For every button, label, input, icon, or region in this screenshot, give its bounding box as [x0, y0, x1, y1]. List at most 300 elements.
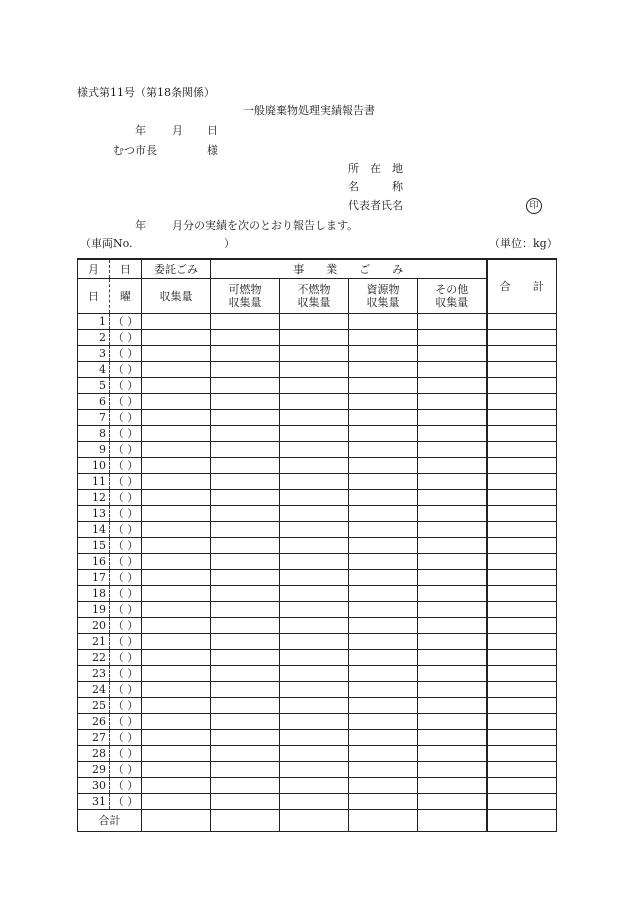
entry-cell[interactable] [418, 602, 487, 618]
entry-cell[interactable] [142, 618, 211, 634]
table-row [78, 458, 557, 474]
day-number: 15 [78, 538, 110, 554]
day-number: 18 [78, 586, 110, 602]
entry-cell[interactable] [418, 474, 487, 490]
entry-cell[interactable] [349, 490, 418, 506]
weekday-cell: （ ） [110, 666, 142, 682]
entry-cell[interactable] [280, 330, 349, 346]
entry-cell[interactable] [418, 442, 487, 458]
table-row [78, 570, 557, 586]
entry-cell[interactable] [142, 762, 211, 778]
weekday-cell: （ ） [110, 330, 142, 346]
weekday-cell: （ ） [110, 314, 142, 330]
total-cell[interactable] [349, 810, 418, 832]
day-number: 17 [78, 570, 110, 586]
entry-cell[interactable] [349, 346, 418, 362]
total-cell[interactable] [487, 810, 557, 832]
entry-cell[interactable] [211, 570, 280, 586]
entry-cell[interactable] [487, 410, 557, 426]
entry-cell[interactable] [211, 538, 280, 554]
entry-cell[interactable] [280, 746, 349, 762]
day-number: 14 [78, 522, 110, 538]
entry-cell[interactable] [142, 634, 211, 650]
entry-cell[interactable] [349, 378, 418, 394]
table-row [78, 618, 557, 634]
weekday-cell: （ ） [110, 458, 142, 474]
entry-cell[interactable] [487, 586, 557, 602]
entry-cell[interactable] [280, 458, 349, 474]
entry-cell[interactable] [280, 794, 349, 810]
entry-cell[interactable] [142, 394, 211, 410]
entry-cell[interactable] [280, 682, 349, 698]
entry-cell[interactable] [418, 730, 487, 746]
entry-cell[interactable] [487, 682, 557, 698]
entry-cell[interactable] [142, 650, 211, 666]
day-number: 29 [78, 762, 110, 778]
entry-cell[interactable] [142, 458, 211, 474]
total-cell[interactable] [280, 810, 349, 832]
entry-cell[interactable] [487, 602, 557, 618]
entry-cell[interactable] [349, 618, 418, 634]
addressee: むつ市長 [113, 144, 157, 157]
table-row [78, 666, 557, 682]
entry-cell[interactable] [487, 538, 557, 554]
entry-cell[interactable] [142, 442, 211, 458]
entry-cell[interactable] [487, 714, 557, 730]
day-number: 23 [78, 666, 110, 682]
entry-cell[interactable] [280, 570, 349, 586]
entry-cell[interactable] [349, 634, 418, 650]
table-row [78, 362, 557, 378]
entry-cell[interactable] [211, 650, 280, 666]
weekday-cell: （ ） [110, 778, 142, 794]
entry-cell[interactable] [418, 346, 487, 362]
report-table [77, 258, 557, 832]
day-number: 6 [78, 394, 110, 410]
entry-cell[interactable] [349, 522, 418, 538]
entry-cell[interactable] [211, 394, 280, 410]
entry-cell[interactable] [280, 618, 349, 634]
entry-cell[interactable] [418, 794, 487, 810]
entry-cell[interactable] [142, 682, 211, 698]
weekday-cell: （ ） [110, 378, 142, 394]
entry-cell[interactable] [142, 570, 211, 586]
entry-cell[interactable] [487, 778, 557, 794]
header-total: 合 計 [487, 259, 557, 314]
document-title: 一般廃棄物処理実績報告書 [243, 104, 375, 117]
entry-cell[interactable] [349, 602, 418, 618]
header-business-waste: 事 業 ご み [211, 259, 487, 279]
weekday-cell: （ ） [110, 618, 142, 634]
entry-cell[interactable] [487, 698, 557, 714]
field-name-label: 名 称 [348, 180, 403, 193]
table-row [78, 602, 557, 618]
day-number: 12 [78, 490, 110, 506]
day-number: 30 [78, 778, 110, 794]
day-number: 24 [78, 682, 110, 698]
entry-cell[interactable] [418, 410, 487, 426]
entry-cell[interactable] [211, 746, 280, 762]
entry-cell[interactable] [280, 346, 349, 362]
entry-cell[interactable] [418, 458, 487, 474]
table-row [78, 506, 557, 522]
entry-cell[interactable] [280, 522, 349, 538]
entry-cell[interactable] [211, 346, 280, 362]
day-number: 10 [78, 458, 110, 474]
entry-cell[interactable] [280, 698, 349, 714]
entry-cell[interactable] [349, 554, 418, 570]
table-row [78, 410, 557, 426]
entry-cell[interactable] [142, 586, 211, 602]
entry-cell[interactable] [349, 394, 418, 410]
day-number: 7 [78, 410, 110, 426]
entry-cell[interactable] [211, 378, 280, 394]
vehicle-number-label: （車両No. [80, 237, 133, 250]
weekday-cell: （ ） [110, 522, 142, 538]
entry-cell[interactable] [280, 314, 349, 330]
day-number: 19 [78, 602, 110, 618]
entry-cell[interactable] [349, 762, 418, 778]
entry-cell[interactable] [349, 730, 418, 746]
weekday-cell: （ ） [110, 506, 142, 522]
entry-cell[interactable] [211, 362, 280, 378]
entry-cell[interactable] [211, 474, 280, 490]
day-number: 1 [78, 314, 110, 330]
entry-cell[interactable] [349, 714, 418, 730]
entry-cell[interactable] [487, 378, 557, 394]
entry-cell[interactable] [487, 330, 557, 346]
table-row [78, 538, 557, 554]
entry-cell[interactable] [487, 730, 557, 746]
addressee-suffix: 様 [207, 144, 218, 157]
weekday-cell: （ ） [110, 394, 142, 410]
entry-cell[interactable] [142, 538, 211, 554]
entry-cell[interactable] [142, 730, 211, 746]
weekday-cell: （ ） [110, 474, 142, 490]
weekday-cell: （ ） [110, 442, 142, 458]
vehicle-number-close: ） [224, 237, 235, 250]
header-resource: 資源物 収集量 [349, 279, 418, 314]
entry-cell[interactable] [211, 618, 280, 634]
entry-cell[interactable] [142, 474, 211, 490]
entry-cell[interactable] [349, 426, 418, 442]
entry-cell[interactable] [280, 730, 349, 746]
entry-cell[interactable] [211, 410, 280, 426]
total-row [78, 810, 557, 832]
table-row [78, 586, 557, 602]
table-row [78, 394, 557, 410]
entry-cell[interactable] [142, 378, 211, 394]
report-statement: 月分の実績を次のとおり報告します。 [172, 219, 359, 232]
weekday-cell: （ ） [110, 730, 142, 746]
entry-cell[interactable] [142, 346, 211, 362]
entry-cell[interactable] [418, 586, 487, 602]
entry-cell[interactable] [280, 778, 349, 794]
entry-cell[interactable] [487, 506, 557, 522]
entry-cell[interactable] [142, 746, 211, 762]
entry-cell[interactable] [487, 650, 557, 666]
entry-cell[interactable] [418, 634, 487, 650]
header-day-2: 日 [78, 279, 110, 314]
day-number: 13 [78, 506, 110, 522]
entry-cell[interactable] [349, 330, 418, 346]
total-cell[interactable] [418, 810, 487, 832]
entry-cell[interactable] [418, 746, 487, 762]
entry-cell[interactable] [211, 762, 280, 778]
entry-cell[interactable] [487, 394, 557, 410]
entry-cell[interactable] [142, 522, 211, 538]
field-representative-label: 代表者氏名 [348, 199, 403, 212]
entry-cell[interactable] [211, 634, 280, 650]
entry-cell[interactable] [142, 554, 211, 570]
report-year-label: 年 [135, 219, 146, 232]
entry-cell[interactable] [349, 570, 418, 586]
total-cell[interactable] [142, 810, 211, 832]
entry-cell[interactable] [418, 314, 487, 330]
entry-cell[interactable] [487, 362, 557, 378]
entry-cell[interactable] [142, 330, 211, 346]
entry-cell[interactable] [211, 458, 280, 474]
entry-cell[interactable] [487, 458, 557, 474]
entry-cell[interactable] [211, 666, 280, 682]
weekday-cell: （ ） [110, 746, 142, 762]
entry-cell[interactable] [418, 538, 487, 554]
entry-cell[interactable] [487, 442, 557, 458]
entry-cell[interactable] [418, 570, 487, 586]
entry-cell[interactable] [487, 618, 557, 634]
entry-cell[interactable] [487, 554, 557, 570]
entry-cell[interactable] [418, 618, 487, 634]
entry-cell[interactable] [349, 314, 418, 330]
entry-cell[interactable] [487, 762, 557, 778]
entry-cell[interactable] [418, 762, 487, 778]
entry-cell[interactable] [349, 666, 418, 682]
weekday-cell: （ ） [110, 362, 142, 378]
entry-cell[interactable] [142, 314, 211, 330]
entry-cell[interactable] [211, 490, 280, 506]
date-year-label: 年 [135, 124, 146, 137]
entry-cell[interactable] [142, 490, 211, 506]
entry-cell[interactable] [211, 714, 280, 730]
entry-cell[interactable] [418, 426, 487, 442]
field-address-label: 所 在 地 [348, 162, 403, 175]
entry-cell[interactable] [487, 314, 557, 330]
entry-cell[interactable] [211, 586, 280, 602]
entry-cell[interactable] [418, 378, 487, 394]
entry-cell[interactable] [349, 506, 418, 522]
day-number: 27 [78, 730, 110, 746]
entry-cell[interactable] [418, 522, 487, 538]
entry-cell[interactable] [280, 714, 349, 730]
entry-cell[interactable] [418, 330, 487, 346]
date-day-label: 日 [207, 124, 218, 137]
entry-cell[interactable] [280, 586, 349, 602]
entry-cell[interactable] [349, 794, 418, 810]
entry-cell[interactable] [211, 698, 280, 714]
header-collection-amount: 収集量 [142, 279, 211, 314]
table-row [78, 650, 557, 666]
entry-cell[interactable] [280, 442, 349, 458]
table-row [78, 474, 557, 490]
entry-cell[interactable] [487, 666, 557, 682]
table-row [78, 314, 557, 330]
weekday-cell: （ ） [110, 714, 142, 730]
entry-cell[interactable] [211, 442, 280, 458]
entry-cell[interactable] [487, 346, 557, 362]
table-row [78, 698, 557, 714]
entry-cell[interactable] [211, 522, 280, 538]
entry-cell[interactable] [349, 746, 418, 762]
entry-cell[interactable] [142, 666, 211, 682]
table-row [78, 778, 557, 794]
entry-cell[interactable] [280, 602, 349, 618]
weekday-cell: （ ） [110, 426, 142, 442]
weekday-cell: （ ） [110, 794, 142, 810]
entry-cell[interactable] [418, 394, 487, 410]
entry-cell[interactable] [418, 554, 487, 570]
table-row [78, 426, 557, 442]
entry-cell[interactable] [349, 538, 418, 554]
entry-cell[interactable] [349, 442, 418, 458]
entry-cell[interactable] [142, 602, 211, 618]
entry-cell[interactable] [487, 634, 557, 650]
weekday-cell: （ ） [110, 346, 142, 362]
entry-cell[interactable] [280, 410, 349, 426]
entry-cell[interactable] [487, 426, 557, 442]
weekday-cell: （ ） [110, 698, 142, 714]
entry-cell[interactable] [349, 362, 418, 378]
entry-cell[interactable] [280, 554, 349, 570]
entry-cell[interactable] [280, 762, 349, 778]
entry-cell[interactable] [418, 682, 487, 698]
header-noncombustible: 不燃物 収集量 [280, 279, 349, 314]
table-row [78, 378, 557, 394]
entry-cell[interactable] [211, 506, 280, 522]
day-number: 3 [78, 346, 110, 362]
weekday-cell: （ ） [110, 682, 142, 698]
table-row [78, 794, 557, 810]
entry-cell[interactable] [280, 634, 349, 650]
day-number: 5 [78, 378, 110, 394]
header-combustible: 可燃物 収集量 [211, 279, 280, 314]
entry-cell[interactable] [211, 330, 280, 346]
entry-cell[interactable] [211, 730, 280, 746]
entry-cell[interactable] [142, 778, 211, 794]
entry-cell[interactable] [418, 666, 487, 682]
table-row [78, 554, 557, 570]
weekday-cell: （ ） [110, 570, 142, 586]
table-row [78, 730, 557, 746]
entry-cell[interactable] [211, 602, 280, 618]
entry-cell[interactable] [349, 650, 418, 666]
entry-cell[interactable] [349, 410, 418, 426]
table-row [78, 330, 557, 346]
day-number: 4 [78, 362, 110, 378]
day-number: 9 [78, 442, 110, 458]
weekday-cell: （ ） [110, 586, 142, 602]
entry-cell[interactable] [349, 698, 418, 714]
entry-cell[interactable] [280, 426, 349, 442]
entry-cell[interactable] [349, 682, 418, 698]
entry-cell[interactable] [349, 586, 418, 602]
entry-cell[interactable] [142, 506, 211, 522]
table-row [78, 746, 557, 762]
entry-cell[interactable] [487, 490, 557, 506]
entry-cell[interactable] [280, 666, 349, 682]
entry-cell[interactable] [487, 474, 557, 490]
entry-cell[interactable] [280, 538, 349, 554]
weekday-cell: （ ） [110, 490, 142, 506]
weekday-cell: （ ） [110, 762, 142, 778]
entry-cell[interactable] [142, 362, 211, 378]
day-number: 31 [78, 794, 110, 810]
day-number: 16 [78, 554, 110, 570]
entry-cell[interactable] [211, 554, 280, 570]
day-number: 28 [78, 746, 110, 762]
weekday-cell: （ ） [110, 602, 142, 618]
entry-cell[interactable] [487, 746, 557, 762]
day-number: 21 [78, 634, 110, 650]
seal-mark: 印 [526, 198, 542, 214]
day-number: 26 [78, 714, 110, 730]
entry-cell[interactable] [280, 362, 349, 378]
form-number: 様式第11号（第18条関係） [77, 86, 215, 99]
entry-cell[interactable] [418, 506, 487, 522]
total-cell[interactable] [211, 810, 280, 832]
entry-cell[interactable] [142, 410, 211, 426]
entry-cell[interactable] [142, 698, 211, 714]
entry-cell[interactable] [418, 714, 487, 730]
header-weekday: 曜 [110, 279, 142, 314]
entry-cell[interactable] [211, 794, 280, 810]
entry-cell[interactable] [418, 490, 487, 506]
entry-cell[interactable] [418, 362, 487, 378]
entry-cell[interactable] [418, 778, 487, 794]
entry-cell[interactable] [418, 698, 487, 714]
table-row [78, 490, 557, 506]
weekday-cell: （ ） [110, 634, 142, 650]
entry-cell[interactable] [418, 650, 487, 666]
entry-cell[interactable] [142, 426, 211, 442]
table-row [78, 346, 557, 362]
day-number: 11 [78, 474, 110, 490]
entry-cell[interactable] [280, 490, 349, 506]
header-commissioned-waste: 委託ごみ [142, 259, 211, 279]
table-row [78, 714, 557, 730]
entry-cell[interactable] [211, 778, 280, 794]
entry-cell[interactable] [142, 794, 211, 810]
entry-cell[interactable] [487, 522, 557, 538]
entry-cell[interactable] [211, 426, 280, 442]
table-row [78, 634, 557, 650]
entry-cell[interactable] [142, 714, 211, 730]
header-other: その他 収集量 [418, 279, 487, 314]
entry-cell[interactable] [349, 458, 418, 474]
unit-label: （単位：kg） [489, 237, 558, 250]
entry-cell[interactable] [487, 794, 557, 810]
entry-cell[interactable] [280, 474, 349, 490]
entry-cell[interactable] [280, 378, 349, 394]
entry-cell[interactable] [211, 314, 280, 330]
entry-cell[interactable] [280, 394, 349, 410]
day-number: 20 [78, 618, 110, 634]
entry-cell[interactable] [211, 682, 280, 698]
entry-cell[interactable] [349, 474, 418, 490]
entry-cell[interactable] [487, 570, 557, 586]
entry-cell[interactable] [349, 778, 418, 794]
entry-cell[interactable] [280, 650, 349, 666]
entry-cell[interactable] [280, 506, 349, 522]
